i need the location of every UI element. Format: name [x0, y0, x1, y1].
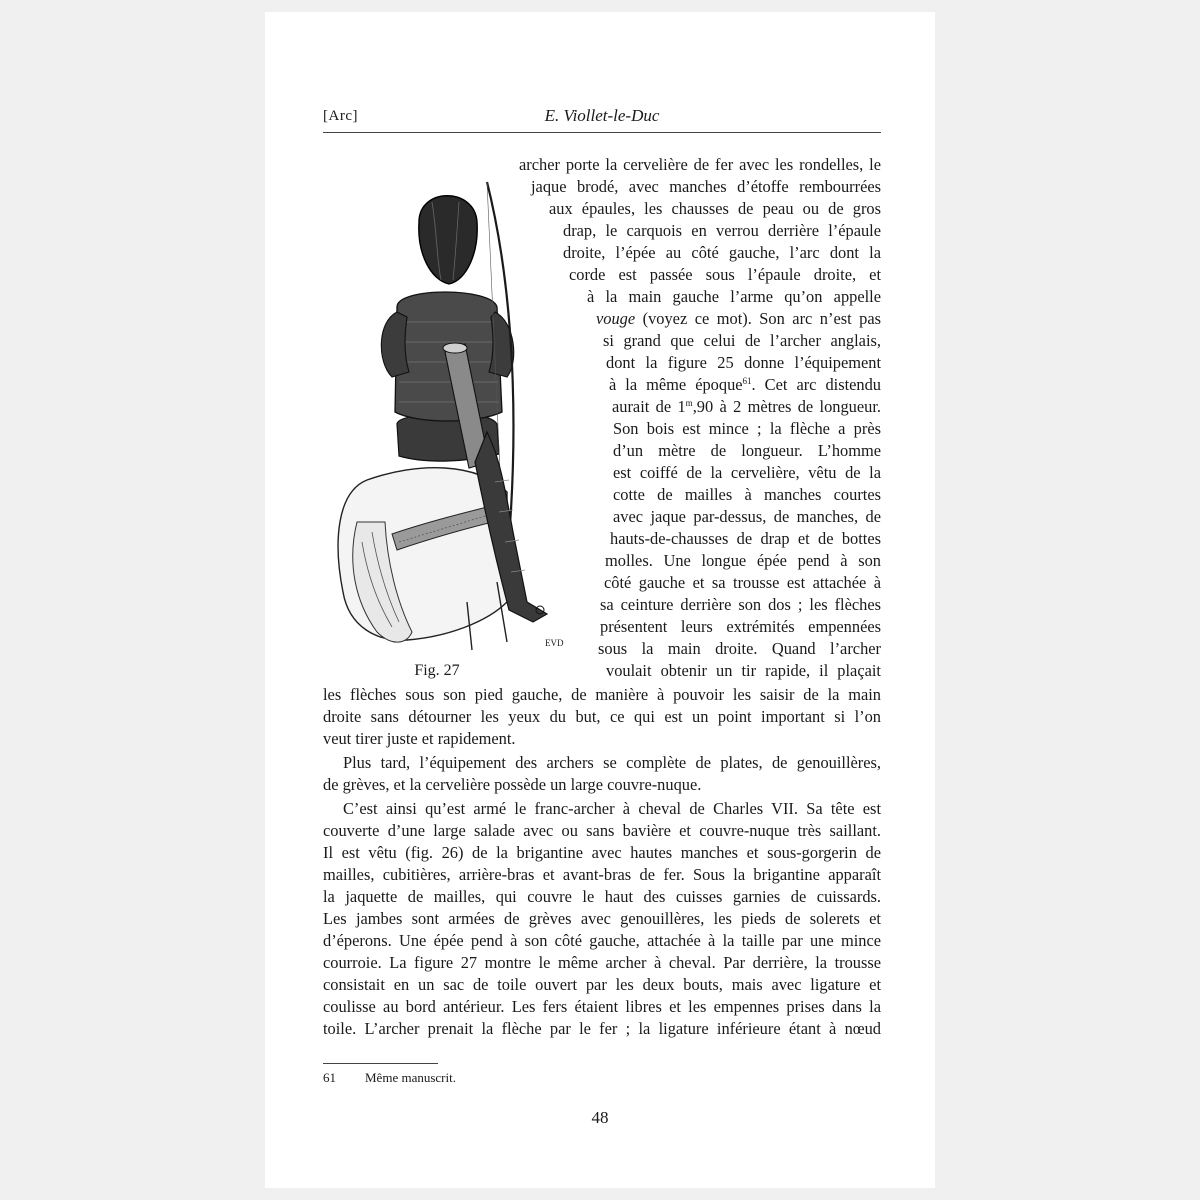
text-line: molles. Une longue épée pend à son: [605, 551, 881, 570]
artist-signature: EVD: [545, 638, 564, 648]
paragraph-3-line: couverte d’une large salade avec ou sans bavière et couvre-nuque très saillant.: [323, 821, 881, 840]
paragraph-2-line: Plus tard, l’équipement des archers se complète de plates, de genouillères,: [343, 753, 881, 772]
text-line-longueur: aurait de 1$^m$,90 à 2 mètres de longueur.: [612, 397, 881, 416]
paragraph-3-line: Il est vêtu (fig. 26) de la brigantine avec hautes manches et sous-gorgerin de: [323, 843, 881, 862]
text-line: sous la main droite. Quand l’archer: [598, 639, 881, 658]
text-line: droite sans détourner les yeux du but, ce qui est un point important si l’on: [323, 707, 881, 726]
text-line: avec jaque par-dessus, de manches, de: [613, 507, 881, 526]
paragraph-3-line: courroie. La figure 27 montre le même archer à cheval. Par derrière, la trousse: [323, 953, 881, 972]
text-line: est coiffé de la cervelière, vêtu de la: [613, 463, 881, 482]
paragraph-2-line: de grèves, et la cervelière possède un large couvre-nuque.: [323, 775, 702, 794]
text-line: voulait obtenir un tir rapide, il plaçait: [606, 661, 881, 680]
footnote: [323, 1070, 456, 1086]
text-line: corde est passée sous l’épaule droite, et: [569, 265, 881, 284]
text-line: archer porte la cervelière de fer avec les rondelles, le: [519, 155, 881, 174]
text-line: d’un mètre de longueur. L’homme: [613, 441, 881, 460]
footnote-reference[interactable]: 61: [742, 376, 752, 386]
text-line: si grand que celui de l’archer anglais,: [603, 331, 881, 350]
text-line: sa ceinture derrière son dos ; les flèches: [600, 595, 881, 614]
figure-27: [337, 162, 569, 692]
cerveliere-helmet: [419, 196, 477, 284]
footnote-number: 61: [323, 1070, 336, 1085]
text-line: à la main gauche l’arme qu’on appelle: [587, 287, 881, 306]
header-author: E. Viollet-le-Duc: [544, 106, 660, 125]
text-line: dont la figure 25 donne l’équipement: [606, 353, 881, 372]
paragraph-3-line: d’éperons. Une épée pend à son côté gauche, attachée à la taille par une mince: [323, 931, 881, 950]
footnote-text: Même manuscrit.: [365, 1070, 456, 1085]
text-line: côté gauche et sa trousse est attachée à: [604, 573, 881, 592]
text-line: drap, le carquois en verrou derrière l’épaule: [563, 221, 881, 240]
paragraph-3-line: C’est ainsi qu’est armé le franc-archer à cheval de Charles VII. Sa tête est: [343, 799, 881, 818]
paragraph-3-line: coulisse au bord antérieur. Les fers étaient libres et les empennes prises dans la: [323, 997, 881, 1016]
figure-caption: Fig. 27: [414, 662, 460, 679]
text-line: présentent leurs extrémités empennées: [600, 617, 881, 636]
paragraph-3-line: toile. L’archer prenait la flèche par le fer ; la ligature inférieure étant à nœud: [323, 1019, 881, 1038]
book-page: [265, 12, 935, 1188]
paragraph-3-line: la jaquette de mailles, qui couvre le haut des cuisses garnies de cuissards.: [323, 887, 881, 906]
text-line: les flèches sous son pied gauche, de manière à pouvoir les saisir de la main: [323, 685, 881, 704]
text-line: cotte de mailles à manches courtes: [613, 485, 881, 504]
text-line: hauts-de-chausses de drap et de bottes: [610, 529, 881, 548]
footnote-divider: [323, 1063, 438, 1064]
text-line: Son bois est mince ; la flèche a près: [613, 419, 881, 438]
text-line: aux épaules, les chausses de peau ou de gros: [549, 199, 881, 218]
italic-term: vouge: [596, 309, 636, 328]
page-number: 48: [591, 1108, 609, 1127]
text-line-vouge: vouge (voyez ce mot). Son arc n’est pas: [596, 309, 881, 328]
header-section-title: [Arc]: [323, 108, 358, 124]
archer-on-horse-illustration: [337, 162, 569, 662]
paragraph-3-line: Les jambes sont armées de grèves avec genouillères, les pieds de solerets et: [323, 909, 881, 928]
text-line: jaque brodé, avec manches d’étoffe rembourrées: [531, 177, 881, 196]
paragraph-3-line: consistait en un sac de toile ouvert par les deux bouts, mais avec ligature et: [323, 975, 881, 994]
archer-left-arm: [381, 312, 409, 377]
text-line: droite, l’épée au côté gauche, l’arc dont la: [563, 243, 881, 262]
text-line-epoque: à la même époque$^{61}$. Cet arc distendu: [609, 375, 882, 394]
text-line: veut tirer juste et rapidement.: [323, 729, 516, 748]
paragraph-3-line: mailles, cubitières, arrière-bras et avant-bras de fer. Sous la brigantine apparaît: [323, 865, 881, 884]
running-header: [323, 104, 881, 133]
